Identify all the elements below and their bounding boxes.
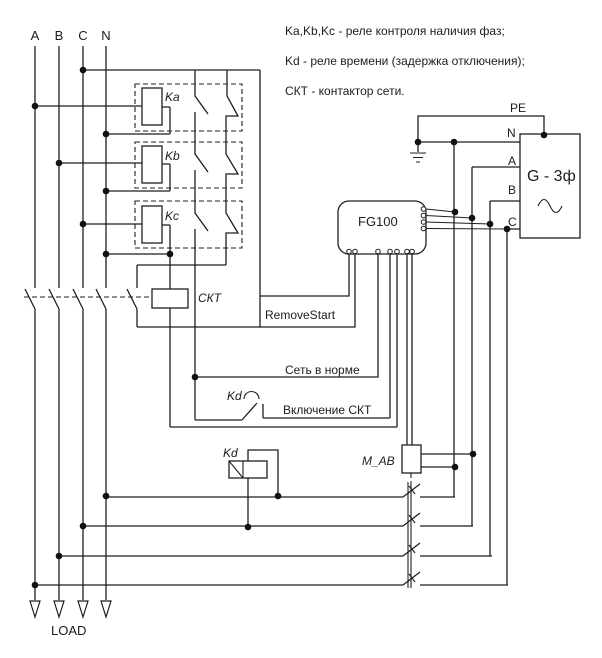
- a-terminal-label: A: [508, 154, 517, 168]
- load-arrows: [30, 601, 111, 617]
- phase-a-label: A: [30, 28, 40, 43]
- ckt-coil-box: [152, 289, 188, 308]
- phase-bus-lines: [35, 46, 106, 600]
- legend-line-2: Kd - реле времени (задержка отключения);: [285, 54, 525, 68]
- ka-coil: [142, 88, 162, 125]
- kb-label: Kb: [165, 149, 180, 163]
- load-arrow-icon: [101, 601, 111, 617]
- breaker-linkage-bars: [408, 482, 411, 588]
- mab-drive-box: [402, 445, 421, 473]
- time-delay-arc-icon: [244, 392, 259, 399]
- mab-label: M_AB: [362, 454, 395, 468]
- kd-contact-label: Kd: [227, 389, 242, 403]
- fg100-label: FG100: [358, 214, 398, 229]
- load-distribution-wires: [35, 497, 403, 585]
- mains-ok-label: Сеть в норме: [285, 363, 360, 377]
- kd-coil-label: Kd: [223, 446, 238, 460]
- kb-coil: [142, 146, 162, 183]
- ckt-contactor-poles: [24, 254, 397, 427]
- ckt-on-label: Включение СКТ: [283, 403, 372, 417]
- generator-label: G - 3ф: [527, 168, 576, 185]
- ckt-label: СКТ: [198, 291, 222, 305]
- legend-line-1: Ka,Kb,Kc - реле контроля наличия фаз;: [285, 24, 505, 38]
- kc-label: Kc: [165, 209, 180, 223]
- c-terminal-label: C: [508, 215, 517, 229]
- kc-coil: [142, 206, 162, 243]
- pe-terminal-label: PE: [510, 101, 527, 115]
- load-arrow-icon: [54, 601, 64, 617]
- load-arrow-icon: [78, 601, 88, 617]
- phase-c-label: C: [78, 28, 88, 43]
- signal-wires: [137, 254, 390, 418]
- load-arrow-icon: [30, 601, 40, 617]
- load-label: LOAD: [51, 623, 87, 638]
- neutral-label: N: [101, 28, 111, 43]
- n-terminal-label: N: [507, 126, 516, 140]
- legend-line-3: СКТ - контактор сети.: [285, 84, 405, 98]
- relay-contact-chain-left: [195, 70, 242, 420]
- b-terminal-label: B: [508, 183, 517, 197]
- remove-start-wire: [260, 254, 349, 296]
- breaker-blade-ticks: [409, 486, 415, 582]
- kd-time-contact: [242, 392, 263, 420]
- fg100-right-terminals: [421, 207, 507, 231]
- generator-box: [520, 134, 580, 238]
- ka-label: Ka: [165, 90, 180, 104]
- remove-start-label: RemoveStart: [265, 308, 336, 322]
- kd-relay-coil: [229, 450, 278, 527]
- ckt-on-wire: [263, 254, 390, 418]
- phase-b-label: B: [54, 28, 64, 43]
